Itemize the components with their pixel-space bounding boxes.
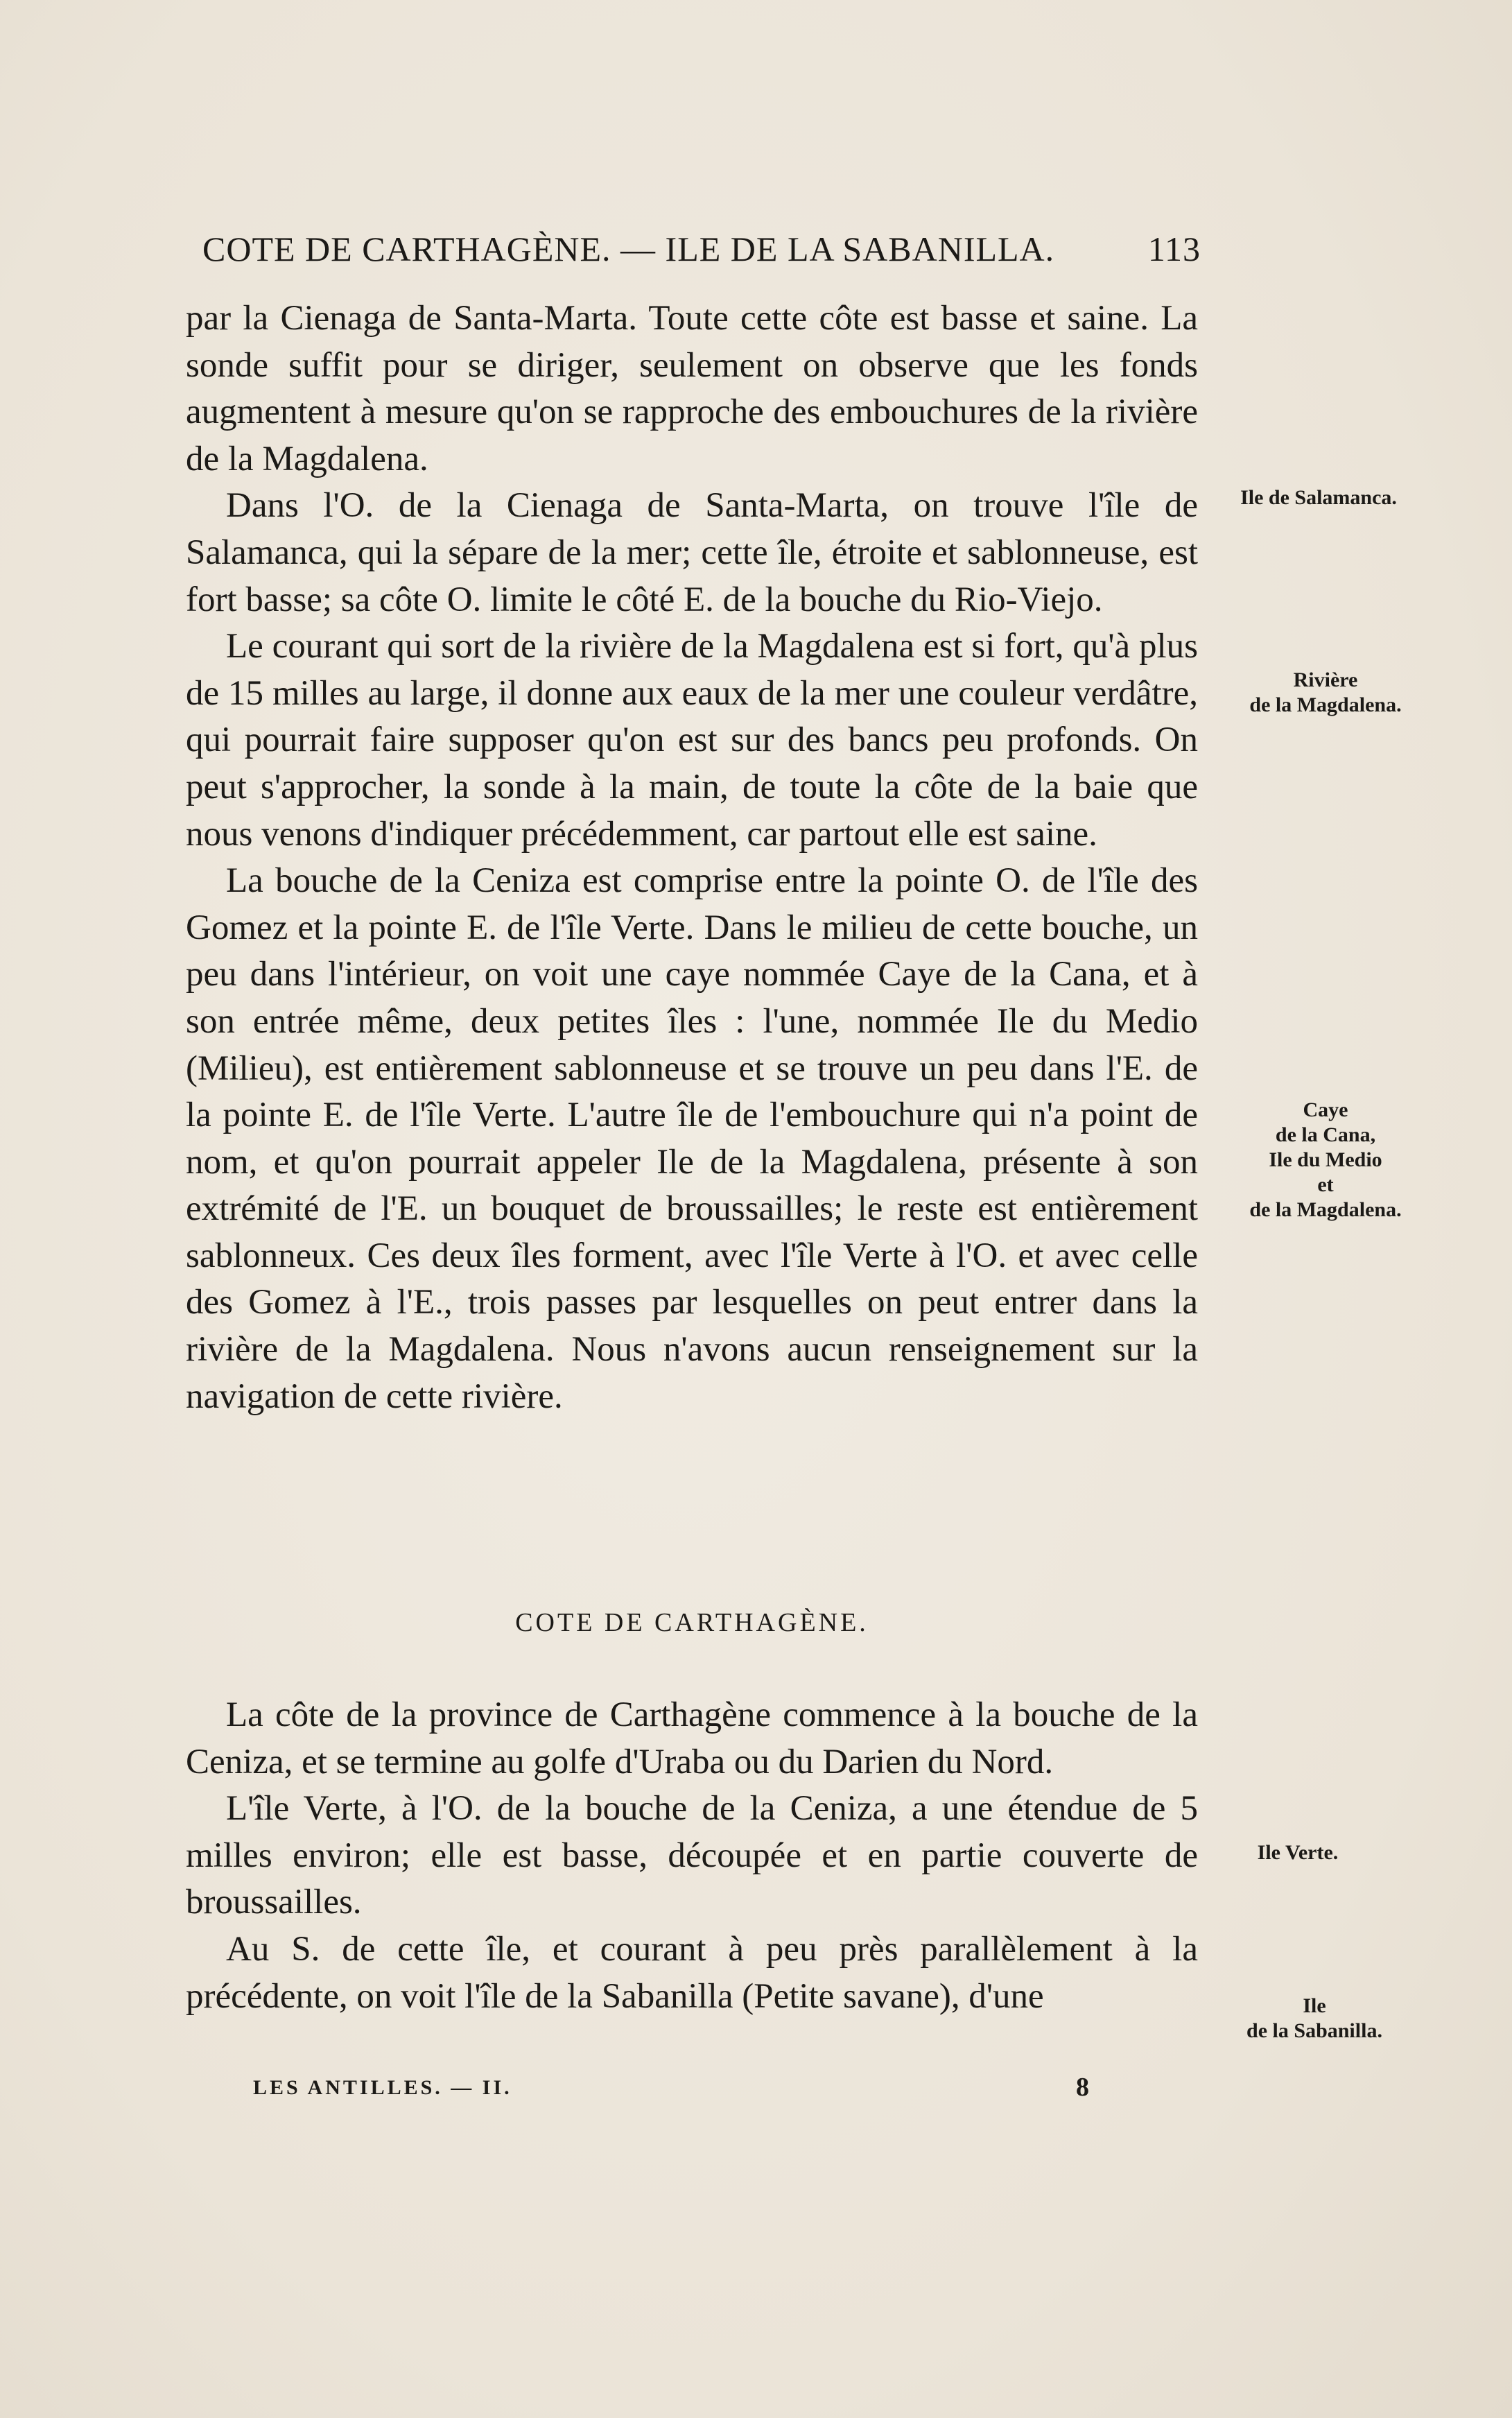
margin-note-line: Ile [1303,1994,1326,2017]
margin-note-line: Ile de Salamanca. [1240,486,1397,509]
margin-note-line: de la Magdalena. [1249,1198,1402,1221]
footer-sheet-number: 8 [1076,2073,1089,2102]
paragraph: La bouche de la Ceniza est comprise entre la pointe O. de l'île des Gomez et la pointe E. de l'île Verte. Dans le milieu de cette bouche, un peu dans l'intérieur, on voit une caye nommée Caye de la Cana, et à son entrée même, deux petites îles : l'une, nommée Ile du Medio (Milieu), est entièrement sablonneuse et se trouve un peu dans l'E. de la pointe E. de l'île Verte. L'autre île de l'embouchure qui n'a point de nom, et qu'on pourrait appeler Ile de la Magdalena, présente à son extrémité de l'E. un bouquet de broussailles; le reste est entièrement sablonneux. Ces deux îles forment, avec l'île Verte à l'O. et avec celle des Gomez à l'E., trois passes par lesquelles on peut entrer dans la rivière de la Magdalena. Nous n'avons aucun renseignement sur la navigation de cette rivière. [186,861,1198,1416]
margin-note-line: de la Sabanilla. [1246,2019,1382,2042]
margin-note-line: de la Magdalena. [1249,693,1402,716]
body-text-bottom [186,1692,1198,2020]
margin-note-line: et [1317,1173,1334,1196]
header-title: COTE DE CARTHAGÈNE. — ILE DE LA SABANILLA. [202,230,1055,268]
section-heading: COTE DE CARTHAGÈNE. [515,1608,869,1637]
paragraph: Le courant qui sort de la rivière de la Magdalena est si fort, qu'à plus de 15 milles au large, il donne aux eaux de la mer une couleur verdâtre, qui pourrait faire supposer qu'on est sur des bancs peu profonds. On peut s'approcher, la sonde à la main, de toute la côte de la baie que nous venons d'indiquer précédemment, car partout elle est saine. [186,627,1198,854]
footer-signature: LES ANTILLES. — II. [253,2076,512,2099]
paragraph: La côte de la province de Carthagène commence à la bouche de la Ceniza, et se termine au golfe d'Uraba ou du Darien du Nord. [186,1695,1198,1781]
margin-note-sabanilla [1210,1994,1418,2044]
running-header [202,229,1201,269]
paragraph: Dans l'O. de la Cienaga de Santa-Marta, on trouve l'île de Salamanca, qui la sépare de la mer; cette île, étroite et sablonneuse, est fort basse; sa côte O. limite le côté E. de la bouche du Rio-Viejo. [186,486,1198,619]
margin-note-salamanca [1215,485,1423,510]
margin-note-line: Rivière [1293,668,1358,691]
page-number: 113 [1147,230,1201,268]
margin-note-line: Caye [1303,1098,1348,1121]
margin-note-line: de la Cana, [1275,1123,1376,1146]
margin-note-line: Ile du Medio [1269,1148,1382,1171]
body-text-top [186,295,1198,1420]
margin-note-caye [1222,1098,1430,1223]
margin-note-riviere [1222,668,1430,718]
margin-note-line: Ile Verte. [1257,1841,1339,1864]
paragraph: Au S. de cette île, et courant à peu près parallèlement à la précédente, on voit l'île de la Sabanilla (Petite savane), d'une [186,1929,1198,2016]
paragraph: L'île Verte, à l'O. de la bouche de la Ceniza, a une étendue de 5 milles environ; elle est basse, découpée et en partie couverte de broussailles. [186,1789,1198,1922]
paragraph: par la Cienaga de Santa-Marta. Toute cette côte est basse et saine. La sonde suffit pour se diriger, seulement on observe que les fonds augmentent à mesure qu'on se rapproche des embouchures de la rivière de la Magdalena. [186,299,1198,478]
margin-note-verte [1194,1840,1402,1865]
